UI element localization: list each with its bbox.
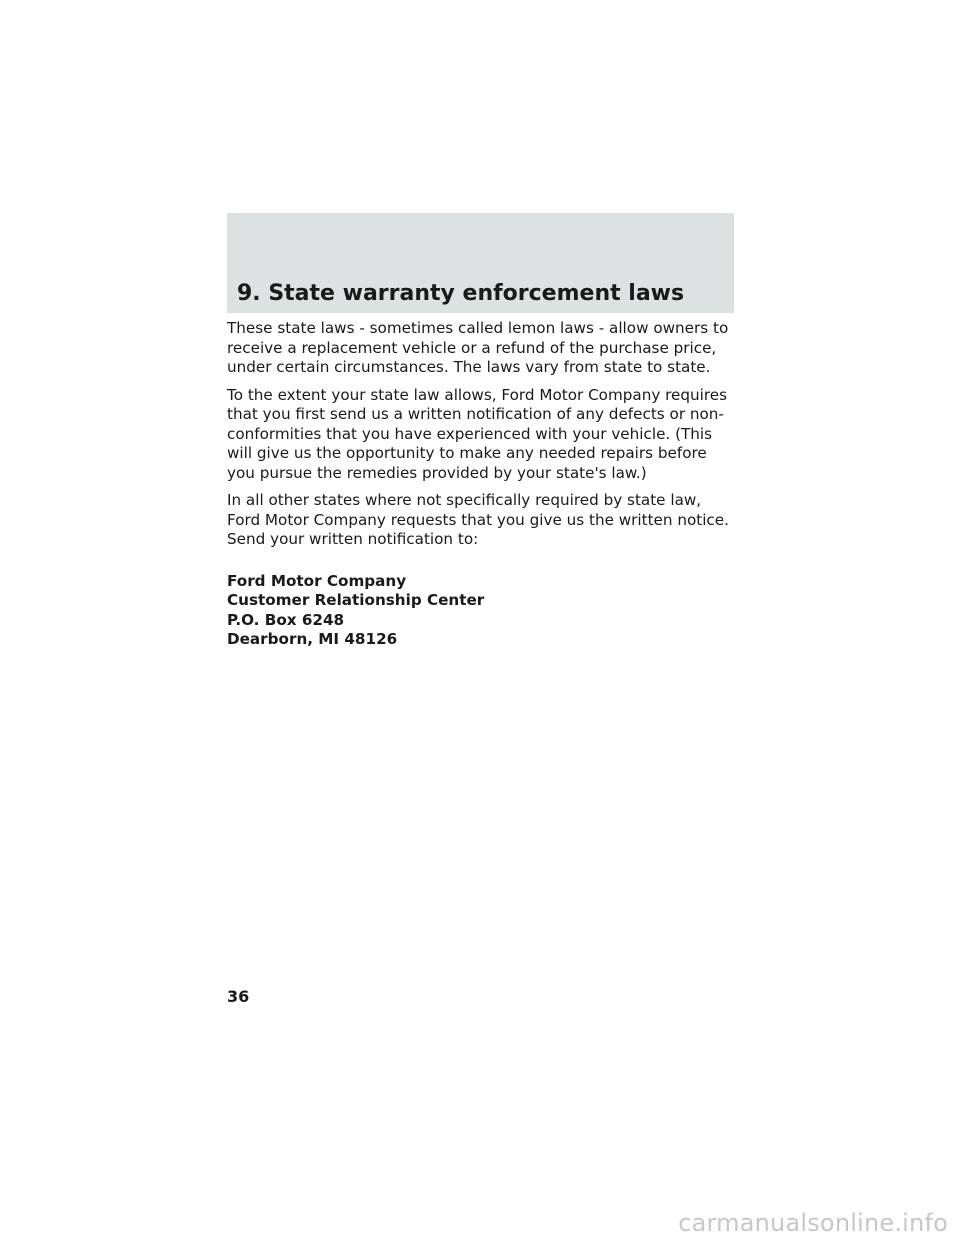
section-header-band xyxy=(227,213,734,313)
address-po-box: P.O. Box 6248 xyxy=(227,610,345,629)
mailing-address xyxy=(227,572,734,650)
section-body xyxy=(227,319,734,650)
paragraph-other-states: In all other states where not specifically required by state law, Ford Motor Company requests that you give us the written notice. Send your written notification to: xyxy=(227,491,729,548)
address-company: Ford Motor Company xyxy=(227,571,407,590)
watermark: carmanualsonline.info xyxy=(678,1209,948,1237)
address-city-state-zip: Dearborn, MI 48126 xyxy=(227,630,398,648)
page-number: 36 xyxy=(227,987,250,1006)
paragraph-notification-requirement: To the extent your state law allows, Ford Motor Company requires that you first send us a written notification of any defects or non-conformities that you have experienced with your vehicle. (This will give us the opportunity to make any needed repairs before you pursue the remedies provided by your state's law.) xyxy=(227,385,728,482)
address-department: Customer Relationship Center xyxy=(227,591,485,609)
paragraph-lemon-laws: These state laws - sometimes called lemon laws - allow owners to receive a replacement vehicle or a refund of the purchase price, under certain circumstances. The laws vary from state to state. xyxy=(227,319,729,376)
section-title: 9. State warranty enforcement laws xyxy=(237,281,685,306)
